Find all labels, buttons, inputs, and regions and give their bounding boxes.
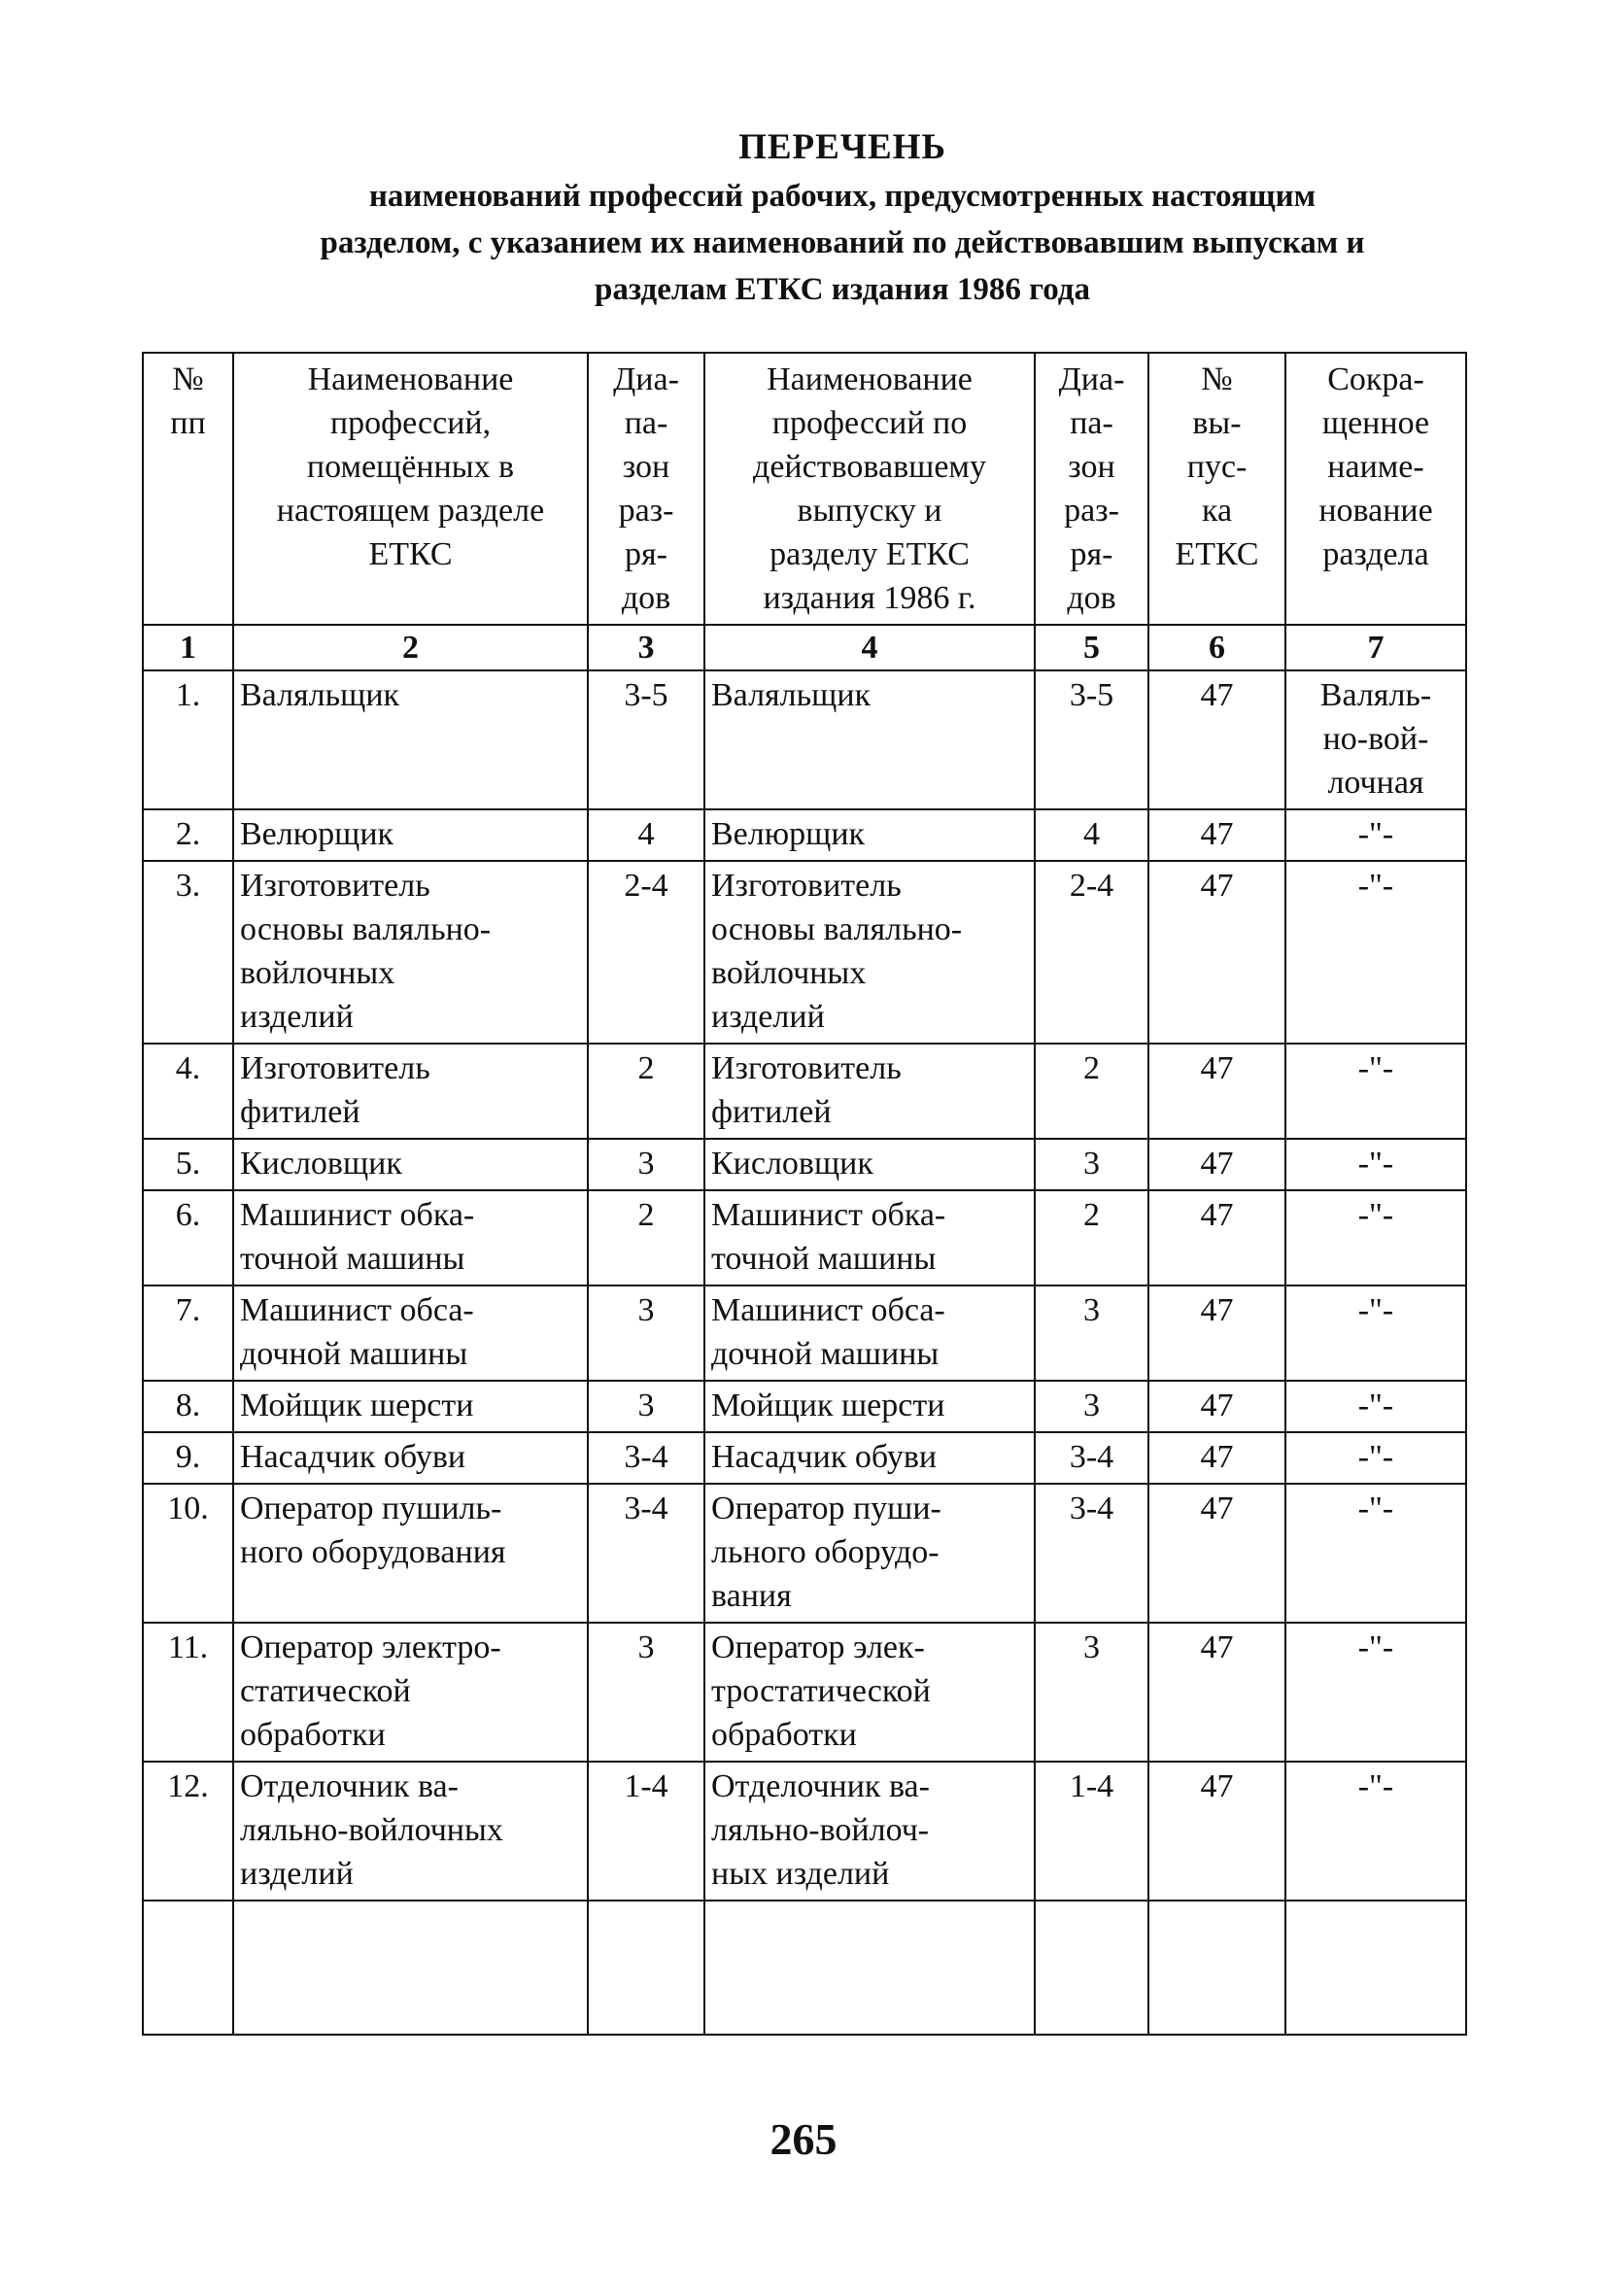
cell-line: 6. xyxy=(175,1197,201,1233)
cell-old-grade-range xyxy=(1035,1484,1148,1623)
cell-line: 3 xyxy=(1083,1388,1100,1423)
cell-line: раздела xyxy=(1322,536,1429,572)
table-row xyxy=(143,1762,1466,1901)
cell-line: 5. xyxy=(175,1146,201,1182)
cell-line: Наименование xyxy=(307,361,514,397)
cell-issue-number xyxy=(1148,1190,1285,1285)
cell-line: вания xyxy=(711,1578,792,1614)
cell-line: статической xyxy=(240,1673,411,1709)
cell-line: 2-4 xyxy=(624,868,668,904)
cell-line: 7. xyxy=(175,1292,201,1328)
cell-line: Отделочник ва- xyxy=(711,1768,930,1804)
cell-section-abbreviation xyxy=(1285,1139,1466,1190)
cell-old-grade-range xyxy=(1035,1381,1148,1432)
table-row xyxy=(143,1381,1466,1432)
cell-line: Диа- xyxy=(1058,361,1125,397)
cell-line: основы валяльно- xyxy=(240,911,492,947)
table-header-row xyxy=(143,353,1466,625)
cell-issue-number xyxy=(1148,809,1285,861)
cell-line: 2 xyxy=(637,1050,655,1086)
cell-new-profession-name xyxy=(233,353,588,625)
cell-line: 3-5 xyxy=(1069,677,1114,713)
cell-line: Изготовитель xyxy=(711,1050,902,1086)
cell-new-grade-range xyxy=(588,1139,704,1190)
cell-new-profession-name xyxy=(233,1044,588,1139)
cell-old-grade-range xyxy=(1035,670,1148,809)
cell-issue-number xyxy=(1148,1762,1285,1901)
cell-new-grade-range xyxy=(588,353,704,625)
cell-line: 47 xyxy=(1200,1292,1234,1328)
empty-cell xyxy=(1285,1901,1466,2035)
cell-old-grade-range xyxy=(1035,809,1148,861)
cell-line: 11. xyxy=(167,1629,209,1665)
cell-line: Велюрщик xyxy=(240,816,394,852)
cell-number xyxy=(143,1044,233,1139)
cell-old-profession-name xyxy=(704,861,1035,1044)
cell-line: вы- xyxy=(1192,405,1242,441)
cell-line: Оператор пушиль- xyxy=(240,1491,502,1526)
cell-section-abbreviation xyxy=(1285,1484,1466,1623)
cell-line: войлочных xyxy=(711,955,867,991)
table-row xyxy=(143,1432,1466,1484)
cell-line: 47 xyxy=(1200,1146,1234,1182)
cell-section-abbreviation xyxy=(1285,861,1466,1044)
cell-issue-number xyxy=(1148,1484,1285,1623)
cell-issue-number xyxy=(1148,1381,1285,1432)
cell-line: выпуску и xyxy=(797,493,942,529)
cell-new-profession-name xyxy=(233,1762,588,1901)
cell-line: 2. xyxy=(175,816,201,852)
cell-line: -"- xyxy=(1357,1292,1394,1328)
cell-line: настоящем разделе xyxy=(276,493,545,529)
cell-line: 3-4 xyxy=(1069,1439,1114,1475)
cell-line: действовавшему xyxy=(753,449,986,485)
cell-number xyxy=(143,1285,233,1381)
cell-new-grade-range xyxy=(588,1623,704,1762)
empty-cell xyxy=(588,1901,704,2035)
cell-line: точной машины xyxy=(711,1241,937,1277)
cell-old-profession-name xyxy=(704,1190,1035,1285)
cell-section-abbreviation xyxy=(1285,353,1466,625)
cell-line: па- xyxy=(1070,405,1113,441)
cell-line: льного оборудо- xyxy=(711,1534,940,1570)
cell-line: Наименование xyxy=(767,361,973,397)
cell-new-profession-name xyxy=(233,1190,588,1285)
cell-line: 1-4 xyxy=(624,1768,668,1804)
cell-line: дочной машины xyxy=(711,1336,940,1372)
cell-issue-number xyxy=(1148,670,1285,809)
cell-line: Валяльщик xyxy=(240,677,400,713)
cell-line: 3-4 xyxy=(624,1439,668,1475)
cell-line: Изготовитель xyxy=(240,868,430,904)
empty-cell xyxy=(1035,1901,1148,2035)
cell-line: 3-5 xyxy=(624,677,668,713)
cell-line: обработки xyxy=(711,1717,857,1753)
cell-new-profession-name xyxy=(233,1432,588,1484)
cell-line: -"- xyxy=(1357,1146,1394,1182)
cell-old-profession-name xyxy=(704,1044,1035,1139)
table-row xyxy=(143,1623,1466,1762)
cell-old-profession-name xyxy=(704,670,1035,809)
cell-old-profession-name xyxy=(704,1285,1035,1381)
cell-new-grade-range xyxy=(588,1432,704,1484)
cell-old-profession-name xyxy=(704,1762,1035,1901)
cell-line: войлочных xyxy=(240,955,395,991)
cell-line: 2 xyxy=(637,1197,655,1233)
cell-line: 47 xyxy=(1200,1491,1234,1526)
cell-number xyxy=(143,809,233,861)
empty-cell xyxy=(704,1901,1035,2035)
cell-line: пп xyxy=(170,405,206,441)
cell-line: Кисловщик xyxy=(240,1146,402,1182)
cell-line: изделий xyxy=(240,999,354,1035)
column-number: 6 xyxy=(1148,625,1285,670)
cell-old-profession-name xyxy=(704,1484,1035,1623)
cell-line: дочной машины xyxy=(240,1336,468,1372)
cell-line: Сокра- xyxy=(1327,361,1424,397)
cell-line: лочная xyxy=(1327,765,1424,801)
cell-old-grade-range xyxy=(1035,1190,1148,1285)
cell-number xyxy=(143,1139,233,1190)
cell-line: Велюрщик xyxy=(711,816,866,852)
cell-line: Валяль- xyxy=(1319,677,1432,713)
cell-number xyxy=(143,861,233,1044)
cell-line: изделий xyxy=(240,1856,354,1892)
cell-new-profession-name xyxy=(233,1381,588,1432)
cell-line: -"- xyxy=(1357,1388,1394,1423)
column-number: 5 xyxy=(1035,625,1148,670)
cell-old-profession-name xyxy=(704,809,1035,861)
cell-line: но-вой- xyxy=(1322,721,1429,757)
cell-number xyxy=(143,353,233,625)
cell-line: помещённых в xyxy=(306,449,515,485)
cell-old-grade-range xyxy=(1035,861,1148,1044)
cell-new-grade-range xyxy=(588,1484,704,1623)
cell-line: 3-4 xyxy=(1069,1491,1114,1526)
cell-line: изделий xyxy=(711,999,825,1035)
cell-line: 4 xyxy=(637,816,655,852)
cell-number xyxy=(143,1190,233,1285)
cell-line: издания 1986 г. xyxy=(763,580,976,616)
column-number: 4 xyxy=(704,625,1035,670)
cell-number xyxy=(143,670,233,809)
empty-row xyxy=(143,1901,1466,2035)
cell-line: 47 xyxy=(1200,1388,1234,1423)
cell-old-profession-name xyxy=(704,353,1035,625)
cell-line: 47 xyxy=(1200,1439,1234,1475)
cell-old-profession-name xyxy=(704,1381,1035,1432)
cell-issue-number xyxy=(1148,1139,1285,1190)
cell-old-grade-range xyxy=(1035,1285,1148,1381)
cell-line: профессий по xyxy=(771,405,968,441)
column-numbers-row xyxy=(143,625,1466,670)
cell-line: -"- xyxy=(1357,1439,1394,1475)
cell-line: 3. xyxy=(175,868,201,904)
cell-issue-number xyxy=(1148,353,1285,625)
cell-new-profession-name xyxy=(233,861,588,1044)
page-number: 265 xyxy=(769,2114,838,2164)
cell-line: пус- xyxy=(1186,449,1248,485)
empty-cell xyxy=(1148,1901,1285,2035)
cell-section-abbreviation xyxy=(1285,670,1466,809)
cell-line: раз- xyxy=(618,493,674,529)
cell-issue-number xyxy=(1148,1044,1285,1139)
cell-line: тростатической xyxy=(711,1673,931,1709)
cell-line: Диа- xyxy=(613,361,679,397)
table-row xyxy=(143,670,1466,809)
cell-line: 1. xyxy=(175,677,201,713)
cell-line: зон xyxy=(622,449,670,485)
cell-section-abbreviation xyxy=(1285,1044,1466,1139)
cell-line: Машинист обса- xyxy=(240,1292,474,1328)
cell-line: Отделочник ва- xyxy=(240,1768,459,1804)
cell-line: 47 xyxy=(1200,1197,1234,1233)
cell-line: 3 xyxy=(1083,1146,1100,1182)
cell-line: -"- xyxy=(1357,1629,1394,1665)
cell-line: -"- xyxy=(1357,1050,1394,1086)
cell-line: 47 xyxy=(1200,1768,1234,1804)
cell-old-profession-name xyxy=(704,1432,1035,1484)
cell-new-profession-name xyxy=(233,1623,588,1762)
empty-cell xyxy=(143,1901,233,2035)
cell-section-abbreviation xyxy=(1285,1190,1466,1285)
cell-line: ЕТКС xyxy=(1175,536,1259,572)
cell-line: Изготовитель xyxy=(711,868,902,904)
cell-line: 8. xyxy=(175,1388,201,1423)
cell-new-profession-name xyxy=(233,1484,588,1623)
cell-line: 1-4 xyxy=(1069,1768,1114,1804)
cell-number xyxy=(143,1484,233,1623)
cell-line: Насадчик обуви xyxy=(240,1439,466,1475)
cell-line: фитилей xyxy=(711,1094,832,1130)
document-title: ПЕРЕЧЕНЬ xyxy=(738,127,946,167)
cell-line: Оператор элек- xyxy=(711,1629,925,1665)
cell-old-grade-range xyxy=(1035,353,1148,625)
cell-line: 3 xyxy=(637,1146,655,1182)
cell-new-grade-range xyxy=(588,1762,704,1901)
document-subtitle xyxy=(136,173,1549,313)
cell-old-profession-name xyxy=(704,1623,1035,1762)
cell-line: 4. xyxy=(175,1050,201,1086)
cell-line: 3 xyxy=(637,1629,655,1665)
cell-line: фитилей xyxy=(240,1094,360,1130)
cell-line: -"- xyxy=(1357,1491,1394,1526)
cell-number xyxy=(143,1432,233,1484)
cell-new-grade-range xyxy=(588,861,704,1044)
cell-line: 4 xyxy=(1083,816,1100,852)
cell-new-grade-range xyxy=(588,809,704,861)
cell-line: профессий, xyxy=(329,405,492,441)
cell-line: 47 xyxy=(1200,1050,1234,1086)
cell-new-profession-name xyxy=(233,670,588,809)
cell-new-grade-range xyxy=(588,670,704,809)
cell-line: Оператор пуши- xyxy=(711,1491,941,1526)
cell-section-abbreviation xyxy=(1285,1285,1466,1381)
cell-issue-number xyxy=(1148,861,1285,1044)
cell-line: ного оборудования xyxy=(240,1534,506,1570)
column-number: 1 xyxy=(143,625,233,670)
cell-line: № xyxy=(172,361,204,397)
cell-line: 2 xyxy=(1083,1050,1100,1086)
cell-old-grade-range xyxy=(1035,1044,1148,1139)
column-number: 2 xyxy=(233,625,588,670)
table-row xyxy=(143,861,1466,1044)
cell-line: раз- xyxy=(1064,493,1119,529)
cell-line: 47 xyxy=(1200,677,1234,713)
cell-old-profession-name xyxy=(704,1139,1035,1190)
cell-number xyxy=(143,1623,233,1762)
cell-line: обработки xyxy=(240,1717,386,1753)
professions-table xyxy=(142,352,1467,2036)
cell-line: ляльно-войлочных xyxy=(240,1812,503,1848)
empty-cell xyxy=(233,1901,588,2035)
cell-line: Мойщик шерсти xyxy=(711,1388,945,1423)
cell-old-grade-range xyxy=(1035,1762,1148,1901)
table-row xyxy=(143,1044,1466,1139)
cell-line: 47 xyxy=(1200,868,1234,904)
cell-line: па- xyxy=(624,405,668,441)
column-number: 3 xyxy=(588,625,704,670)
cell-line: ка xyxy=(1201,493,1233,529)
cell-line: 12. xyxy=(167,1768,209,1804)
cell-line: Насадчик обуви xyxy=(711,1439,938,1475)
cell-section-abbreviation xyxy=(1285,1381,1466,1432)
cell-section-abbreviation xyxy=(1285,809,1466,861)
cell-new-profession-name xyxy=(233,809,588,861)
cell-line: Машинист обка- xyxy=(711,1197,946,1233)
cell-issue-number xyxy=(1148,1623,1285,1762)
cell-issue-number xyxy=(1148,1432,1285,1484)
cell-new-grade-range xyxy=(588,1190,704,1285)
table-row xyxy=(143,809,1466,861)
cell-old-grade-range xyxy=(1035,1139,1148,1190)
cell-line: Машинист обка- xyxy=(240,1197,475,1233)
cell-line: разделу ЕТКС xyxy=(769,536,970,572)
cell-line: Изготовитель xyxy=(240,1050,430,1086)
cell-number xyxy=(143,1762,233,1901)
cell-line: 2 xyxy=(1083,1197,1100,1233)
cell-line: 3-4 xyxy=(624,1491,668,1526)
cell-line: -"- xyxy=(1357,1768,1394,1804)
cell-line: -"- xyxy=(1357,868,1394,904)
cell-line: точной машины xyxy=(240,1241,465,1277)
cell-line: № xyxy=(1201,361,1233,397)
cell-line: -"- xyxy=(1357,1197,1394,1233)
table-row xyxy=(143,1190,1466,1285)
cell-line: 9. xyxy=(175,1439,201,1475)
cell-line: ляльно-войлоч- xyxy=(711,1812,930,1848)
cell-line: Оператор электро- xyxy=(240,1629,501,1665)
cell-line: 3 xyxy=(1083,1292,1100,1328)
subtitle-line: наименований профессий рабочих, предусмотренных настоящим xyxy=(368,179,1316,214)
table-row xyxy=(143,1139,1466,1190)
cell-old-grade-range xyxy=(1035,1432,1148,1484)
cell-line: 3 xyxy=(637,1292,655,1328)
cell-line: 2-4 xyxy=(1069,868,1114,904)
cell-line: -"- xyxy=(1357,816,1394,852)
cell-line: ЕТКС xyxy=(368,536,453,572)
cell-line: дов xyxy=(1067,580,1116,616)
column-number: 7 xyxy=(1285,625,1466,670)
cell-line: ря- xyxy=(1070,536,1113,572)
cell-line: Кисловщик xyxy=(711,1146,873,1182)
cell-line: наиме- xyxy=(1327,449,1424,485)
cell-line: 10. xyxy=(167,1491,209,1526)
cell-old-grade-range xyxy=(1035,1623,1148,1762)
subtitle-line: разделам ЕТКС издания 1986 года xyxy=(595,272,1090,307)
cell-line: Машинист обса- xyxy=(711,1292,945,1328)
table-row xyxy=(143,1484,1466,1623)
cell-line: основы валяльно- xyxy=(711,911,963,947)
subtitle-line: разделом, с указанием их наименований по действовавшим выпускам и xyxy=(320,225,1365,260)
cell-line: 47 xyxy=(1200,1629,1234,1665)
cell-new-grade-range xyxy=(588,1381,704,1432)
cell-new-profession-name xyxy=(233,1285,588,1381)
cell-line: 3 xyxy=(1083,1629,1100,1665)
table-row xyxy=(143,1285,1466,1381)
cell-number xyxy=(143,1381,233,1432)
cell-line: ных изделий xyxy=(711,1856,890,1892)
cell-line: 3 xyxy=(637,1388,655,1423)
cell-new-grade-range xyxy=(588,1044,704,1139)
cell-line: зон xyxy=(1068,449,1115,485)
cell-issue-number xyxy=(1148,1285,1285,1381)
cell-line: нование xyxy=(1318,493,1433,529)
cell-new-profession-name xyxy=(233,1139,588,1190)
cell-line: Валяльщик xyxy=(711,677,872,713)
cell-line: Мойщик шерсти xyxy=(240,1388,474,1423)
cell-line: дов xyxy=(621,580,671,616)
cell-line: щенное xyxy=(1321,405,1430,441)
cell-section-abbreviation xyxy=(1285,1432,1466,1484)
cell-section-abbreviation xyxy=(1285,1762,1466,1901)
cell-line: 47 xyxy=(1200,816,1234,852)
cell-section-abbreviation xyxy=(1285,1623,1466,1762)
cell-line: ря- xyxy=(625,536,667,572)
cell-new-grade-range xyxy=(588,1285,704,1381)
